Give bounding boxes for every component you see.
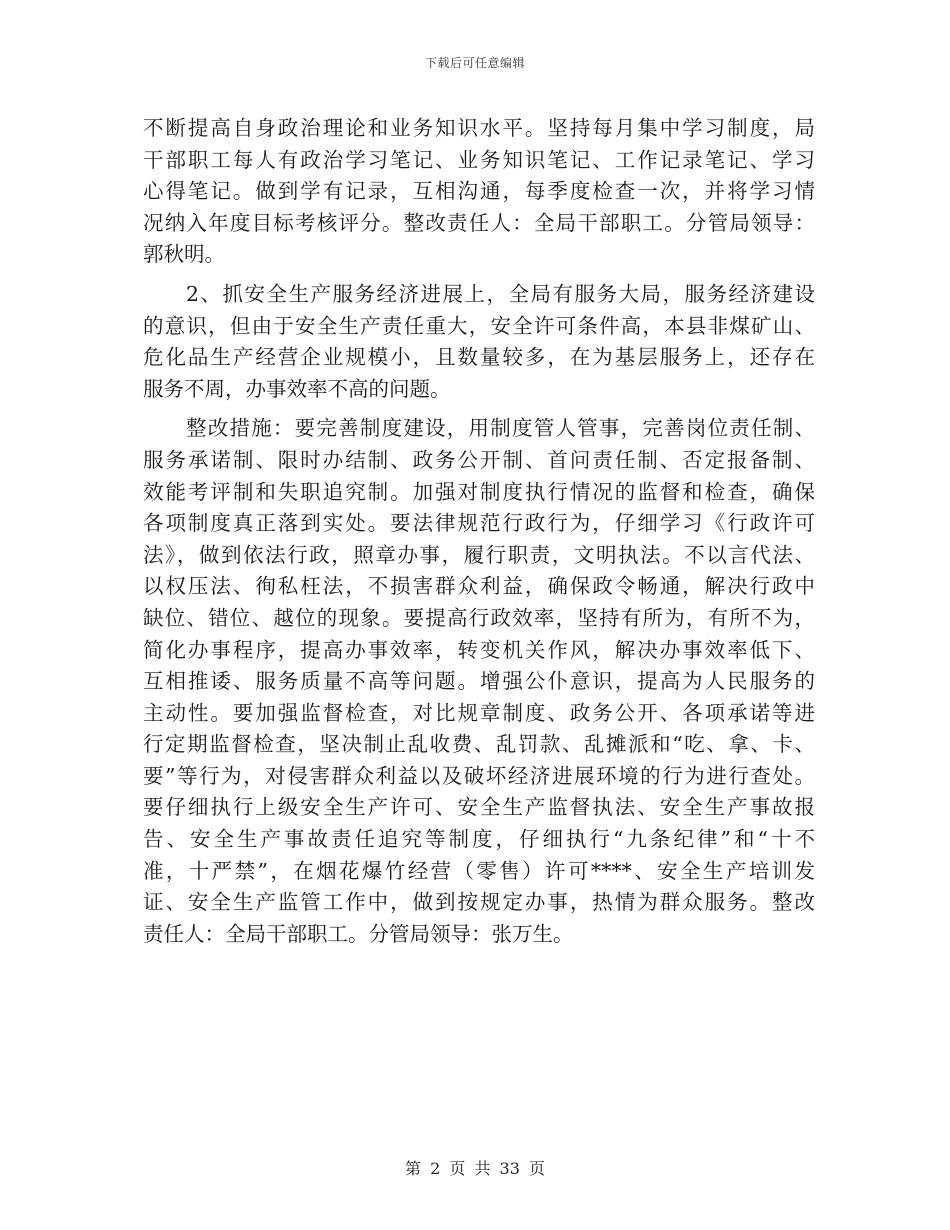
- text-line: 要”等行为，对侵害群众利益以及破坏经济进展环境的行为进行查处。: [143, 763, 815, 788]
- text-line: 不断提高自身政治理论和业务知识水平。坚持每月集中学习制度，局: [143, 116, 815, 140]
- text-line: 法》，做到依法行政，照章办事，履行职责，文明执法。不以言代法、: [143, 542, 815, 567]
- text-line: 简化办事程序，提高办事效率，转变机关作风，解决办事效率低下、: [143, 637, 815, 662]
- text-line: 危化品生产经营企业规模小，且数量较多，在为基层服务上，还存在: [143, 345, 815, 370]
- page-header: 下载后可任意编辑: [424, 56, 525, 70]
- text-line: 互相推诿、服务质量不高等问题。增强公仆意识，提高为人民服务的: [143, 669, 815, 694]
- paragraph-2: [143, 279, 815, 405]
- text-line: 责任人：全局干部职工。分管局领导：张万生。: [143, 921, 574, 946]
- text-line: 行定期监督检查，坚决制止乱收费、乱罚款、乱摊派和“吃、拿、卡、: [143, 732, 815, 757]
- text-line: 以权压法、徇私枉法，不损害群众利益，确保政令畅通，解决行政中: [143, 574, 815, 599]
- text-line: 2、抓安全生产服务经济进展上，全局有服务大局，服务经济建设: [186, 281, 815, 306]
- text-line: 况纳入年度目标考核评分。整改责任人：全局干部职工。分管局领导：: [143, 210, 815, 235]
- paragraph-1: [143, 113, 815, 271]
- text-line: 整改措施：要完善制度建设，用制度管人管事，完善岗位责任制、: [186, 416, 815, 441]
- text-line: 干部职工每人有政治学习笔记、业务知识笔记、工作记录笔记、学习: [143, 147, 815, 172]
- text-line: 要仔细执行上级安全生产许可、安全生产监督执法、安全生产事故报: [143, 795, 815, 820]
- text-line: 的意识，但由于安全生产责任重大，安全许可条件高，本县非煤矿山、: [143, 313, 815, 338]
- text-line: 郭秋明。: [143, 242, 225, 267]
- text-line: 缺位、错位、越位的现象。要提高行政效率，坚持有所为，有所不为，: [143, 605, 815, 630]
- text-line: 各项制度真正落到实处。要法律规范行政行为，仔细学习《行政许可: [143, 511, 815, 536]
- text-line: 主动性。要加强监督检查，对比规章制度、政务公开、各项承诺等进: [143, 700, 815, 725]
- paragraph-3: [143, 413, 815, 950]
- text-line: 服务承诺制、限时办结制、政务公开制、首问责任制、否定报备制、: [143, 447, 815, 472]
- text-line: 告、安全生产事故责任追究等制度，仔细执行“九条纪律”和“十不: [143, 827, 815, 852]
- text-line: 服务不周，办事效率不高的问题。: [143, 376, 451, 401]
- page-number: 第 2 页 共 33 页: [405, 1159, 545, 1178]
- text-line: 证、安全生产监管工作中，做到按规定办事，热情为群众服务。整改: [143, 890, 815, 915]
- text-line: 效能考评制和失职追究制。加强对制度执行情况的监督和检查，确保: [143, 479, 815, 504]
- text-line: 准，十严禁”，在烟花爆竹经营（零售）许可****、安全生产培训发: [143, 858, 815, 883]
- document-body: [143, 113, 815, 950]
- text-line: 心得笔记。做到学有记录，互相沟通，每季度检查一次，并将学习情: [143, 179, 815, 204]
